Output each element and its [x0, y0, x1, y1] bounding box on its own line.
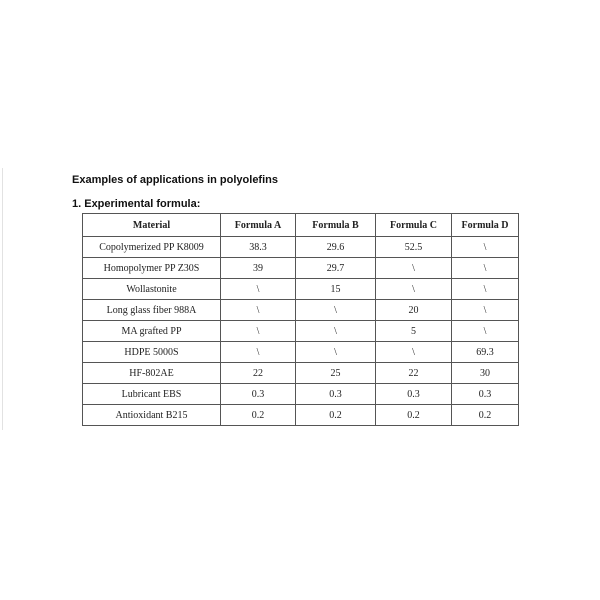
- header-formula-a: Formula A: [221, 214, 296, 237]
- formula-b-cell: 25: [296, 363, 376, 384]
- subsection-heading: 1. Experimental formula:: [72, 198, 201, 210]
- formula-c-cell: 0.2: [376, 405, 452, 426]
- formula-a-cell: 0.2: [221, 405, 296, 426]
- formula-a-cell: \: [221, 300, 296, 321]
- formula-c-cell: 22: [376, 363, 452, 384]
- header-formula-d: Formula D: [452, 214, 519, 237]
- formula-c-cell: 52.5: [376, 237, 452, 258]
- material-cell: Homopolymer PP Z30S: [83, 258, 221, 279]
- left-border-line: [2, 168, 3, 430]
- formula-b-cell: 0.3: [296, 384, 376, 405]
- table-row: [83, 363, 519, 384]
- formula-c-cell: 20: [376, 300, 452, 321]
- material-cell: Lubricant EBS: [83, 384, 221, 405]
- material-cell: MA grafted PP: [83, 321, 221, 342]
- formula-table: [82, 213, 519, 426]
- formula-d-cell: 30: [452, 363, 519, 384]
- material-cell: Antioxidant B215: [83, 405, 221, 426]
- material-cell: HF-802AE: [83, 363, 221, 384]
- header-material: Material: [83, 214, 221, 237]
- header-formula-b: Formula B: [296, 214, 376, 237]
- formula-a-cell: \: [221, 342, 296, 363]
- table-row: [83, 237, 519, 258]
- formula-d-cell: 0.2: [452, 405, 519, 426]
- table-row: [83, 258, 519, 279]
- formula-c-cell: 5: [376, 321, 452, 342]
- formula-c-cell: \: [376, 258, 452, 279]
- formula-b-cell: 0.2: [296, 405, 376, 426]
- formula-c-cell: \: [376, 279, 452, 300]
- formula-d-cell: \: [452, 321, 519, 342]
- formula-a-cell: 39: [221, 258, 296, 279]
- table-row: [83, 321, 519, 342]
- formula-b-cell: \: [296, 300, 376, 321]
- formula-c-cell: \: [376, 342, 452, 363]
- formula-b-cell: \: [296, 321, 376, 342]
- formula-d-cell: \: [452, 279, 519, 300]
- section-heading: Examples of applications in polyolefins: [72, 174, 278, 186]
- formula-d-cell: 69.3: [452, 342, 519, 363]
- formula-d-cell: \: [452, 300, 519, 321]
- formula-a-cell: 22: [221, 363, 296, 384]
- table-row: [83, 342, 519, 363]
- formula-c-cell: 0.3: [376, 384, 452, 405]
- material-cell: Long glass fiber 988A: [83, 300, 221, 321]
- formula-a-cell: \: [221, 279, 296, 300]
- table-row: [83, 300, 519, 321]
- formula-b-cell: 29.6: [296, 237, 376, 258]
- material-cell: Copolymerized PP K8009: [83, 237, 221, 258]
- header-formula-c: Formula C: [376, 214, 452, 237]
- table-row: [83, 384, 519, 405]
- table-row: [83, 405, 519, 426]
- formula-b-cell: \: [296, 342, 376, 363]
- formula-b-cell: 15: [296, 279, 376, 300]
- formula-a-cell: 0.3: [221, 384, 296, 405]
- table-row: [83, 279, 519, 300]
- formula-d-cell: \: [452, 258, 519, 279]
- formula-d-cell: 0.3: [452, 384, 519, 405]
- formula-a-cell: \: [221, 321, 296, 342]
- table-header-row: [83, 214, 519, 237]
- formula-a-cell: 38.3: [221, 237, 296, 258]
- formula-d-cell: \: [452, 237, 519, 258]
- material-cell: HDPE 5000S: [83, 342, 221, 363]
- formula-b-cell: 29.7: [296, 258, 376, 279]
- material-cell: Wollastonite: [83, 279, 221, 300]
